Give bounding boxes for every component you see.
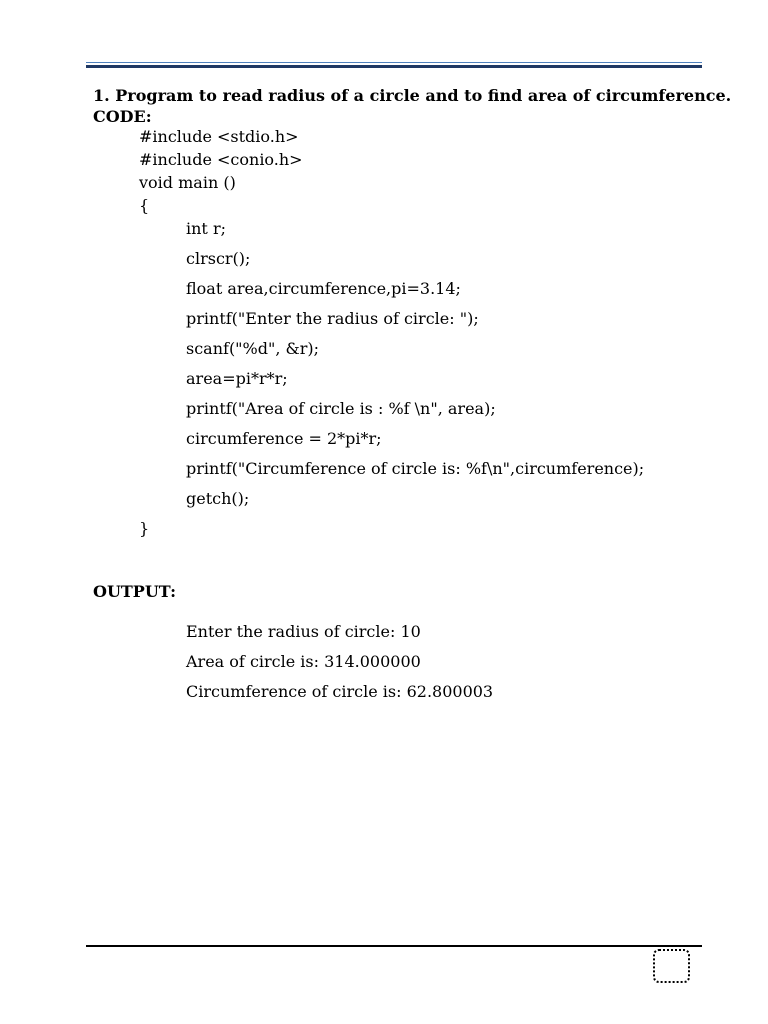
code-label: CODE: [93,107,152,126]
code-line: #include <conio.h> [139,150,303,169]
header-rule-thin [86,62,702,63]
output-label: OUTPUT: [93,582,177,601]
code-line: circumference = 2*pi*r; [186,429,382,448]
code-line: #include <stdio.h> [139,127,299,146]
page-number-box [653,949,690,983]
code-line: scanf("%d", &r); [186,339,320,358]
code-line: printf("Enter the radius of circle: "); [186,309,479,328]
code-line: area=pi*r*r; [186,369,288,388]
code-line: float area,circumference,pi=3.14; [186,279,461,298]
header-rule-thick [86,65,702,68]
code-line: int r; [186,219,226,238]
program-title: 1. Program to read radius of a circle and to find area of circumference. [93,86,732,105]
footer-rule [86,945,702,947]
output-line: Circumference of circle is: 62.800003 [186,682,494,701]
code-line: printf("Circumference of circle is: %f\n",circumference); [186,459,645,478]
output-line: Enter the radius of circle: 10 [186,622,421,641]
code-line: clrscr(); [186,249,251,268]
code-line: { [139,196,150,215]
code-line: getch(); [186,489,250,508]
output-line: Area of circle is: 314.000000 [186,652,421,671]
code-line: } [139,519,150,538]
code-line: printf("Area of circle is : %f \n", area); [186,399,496,418]
code-line: void main () [139,173,236,192]
